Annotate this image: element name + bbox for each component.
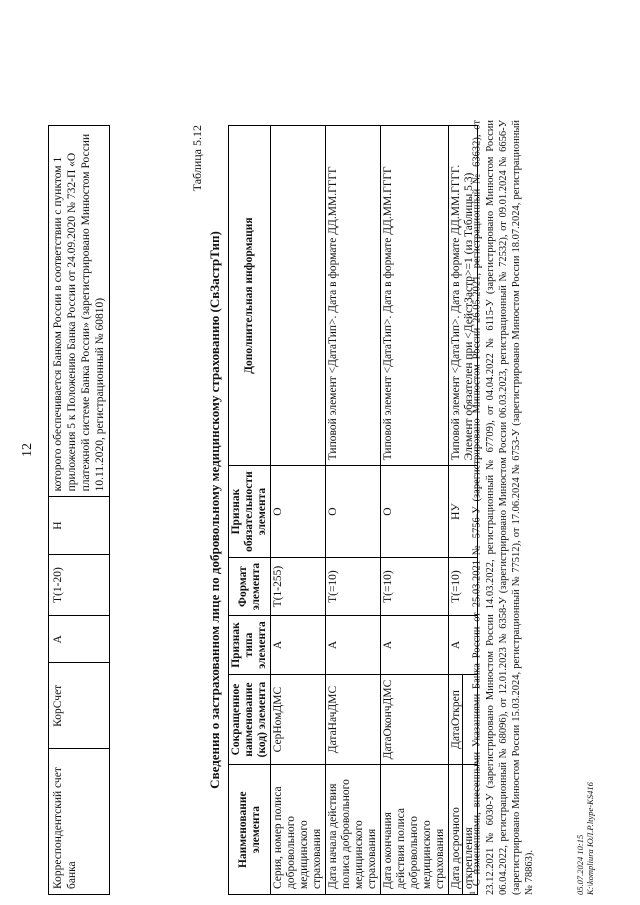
cell-additional-info: которого обеспечивается Банком России в соответствии с пунктом 1 приложения 5 к Положению Банка России от 24.09.2020 № 732-П «О платежной системе Банка России» (зарегистрировано Минюстом России 10.11.2020, регистрационный № 60810): [49, 126, 110, 497]
cell-element-type: А: [381, 616, 449, 674]
cell-element-type: А: [49, 616, 110, 663]
footnote: [466, 120, 536, 895]
footnote-mark: 1: [468, 891, 477, 895]
cell-element-format: Т(=10): [449, 557, 478, 615]
header-element-format: Формат элемента: [229, 557, 271, 615]
header-additional-info: Дополнительная информация: [229, 126, 271, 466]
cell-element-type: А: [271, 616, 326, 674]
cell-element-code: ДатаОткреп: [449, 674, 478, 765]
cell-element-required: Н: [49, 497, 110, 554]
cell-element-type: А: [449, 616, 478, 674]
cell-element-code: ДатаНачДМС: [326, 674, 381, 765]
table-title: Сведения о застрахованном лице по добровольному медицинскому страхованию (СвЗастрТип): [207, 231, 222, 789]
cell-element-required: О: [271, 466, 326, 558]
cell-element-name: Серия, номер полиса добровольного медицинского страхования: [271, 765, 326, 895]
page-number: 12: [20, 443, 35, 457]
cell-element-type: А: [326, 616, 381, 674]
table-row: [326, 126, 381, 895]
table-label: Таблица 5.12: [190, 125, 204, 192]
stamp-date: 05.07.2024 10:15: [575, 834, 585, 895]
footnote-text: С изменениями, внесенными Указаниями Банка России от 25.03.2021 № 5756-У (зарегистрировано Минюстом России 26.05.2021, регистрационный № 63632), от 23.12.2021 № 6030-У (зарегистрировано Минюстом России 14.03.2022, регистрационный № 67709), от 04.04.2022 № 6115-У (зарегистрировано Минюстом России 06.04.2022, регистрационный № 68096), от 12.01.2023 № 6358-У (зарегистрировано Минюстом России 06.03.2023, регистрационный № 72532), от 09.01.2024 № 6656-У (зарегистрировано Минюстом России 15.03.2024, регистрационный № 77512), от 17.06.2024 № 6753-У (зарегистрировано Минюстом России 18.07.2024, регистрационный № 78863).: [471, 119, 535, 895]
header-element-code: Сокращенное наименование (код) элемента: [229, 674, 271, 765]
cell-element-code: СерНомДМС: [271, 674, 326, 765]
cell-element-format: Т(=10): [381, 557, 449, 615]
cell-element-code: ДатаОкончДМС: [381, 674, 449, 765]
print-stamp: [575, 782, 595, 895]
cell-element-required: НУ: [449, 466, 478, 558]
cell-element-required: О: [381, 466, 449, 558]
table-continuation: [48, 125, 110, 895]
cell-additional-info: Типовой элемент <ДатаТип>. Дата в формате ДД.ММ.ГГГГ. Элемент обязателен при <ДейстЗастр>=1 (из Таблицы 5.3): [449, 126, 478, 466]
cell-additional-info: Типовой элемент <ДатаТип>. Дата в формате ДД.ММ.ГГГГ: [326, 126, 381, 466]
cell-element-format: Т(1-255): [271, 557, 326, 615]
cell-element-name: Дата окончания действия полиса добровольного медицинского страхования: [381, 765, 449, 895]
cell-additional-info: [271, 126, 326, 466]
header-element-name: Наименование элемента: [229, 765, 271, 895]
table-row: [49, 126, 110, 895]
table-row: [381, 126, 449, 895]
cell-element-name: Дата начала действия полиса добровольного медицинского страхования: [326, 765, 381, 895]
cell-element-name: Корреспондентский счет банка: [49, 749, 110, 895]
table-row: [271, 126, 326, 895]
cell-element-format: Т(=10): [326, 557, 381, 615]
cell-element-code: КорСчет: [49, 663, 110, 749]
cell-element-format: Т(1-20): [49, 554, 110, 616]
cell-element-required: О: [326, 466, 381, 558]
cell-element-name: Дата досрочного открепления: [449, 765, 478, 895]
cell-additional-info: Типовой элемент <ДатаТип>. Дата в формате ДД.ММ.ГГГГ: [381, 126, 449, 466]
footnote-divider: [462, 675, 463, 895]
table-insured-person: [228, 125, 478, 895]
header-element-type: Признак типа элемента: [229, 616, 271, 674]
stamp-path: К:\kompliura ЮЛ.Р.ltype-KS416: [585, 782, 595, 895]
table-header-row: [229, 126, 271, 895]
header-element-required: Признак обязательности элемента: [229, 466, 271, 558]
